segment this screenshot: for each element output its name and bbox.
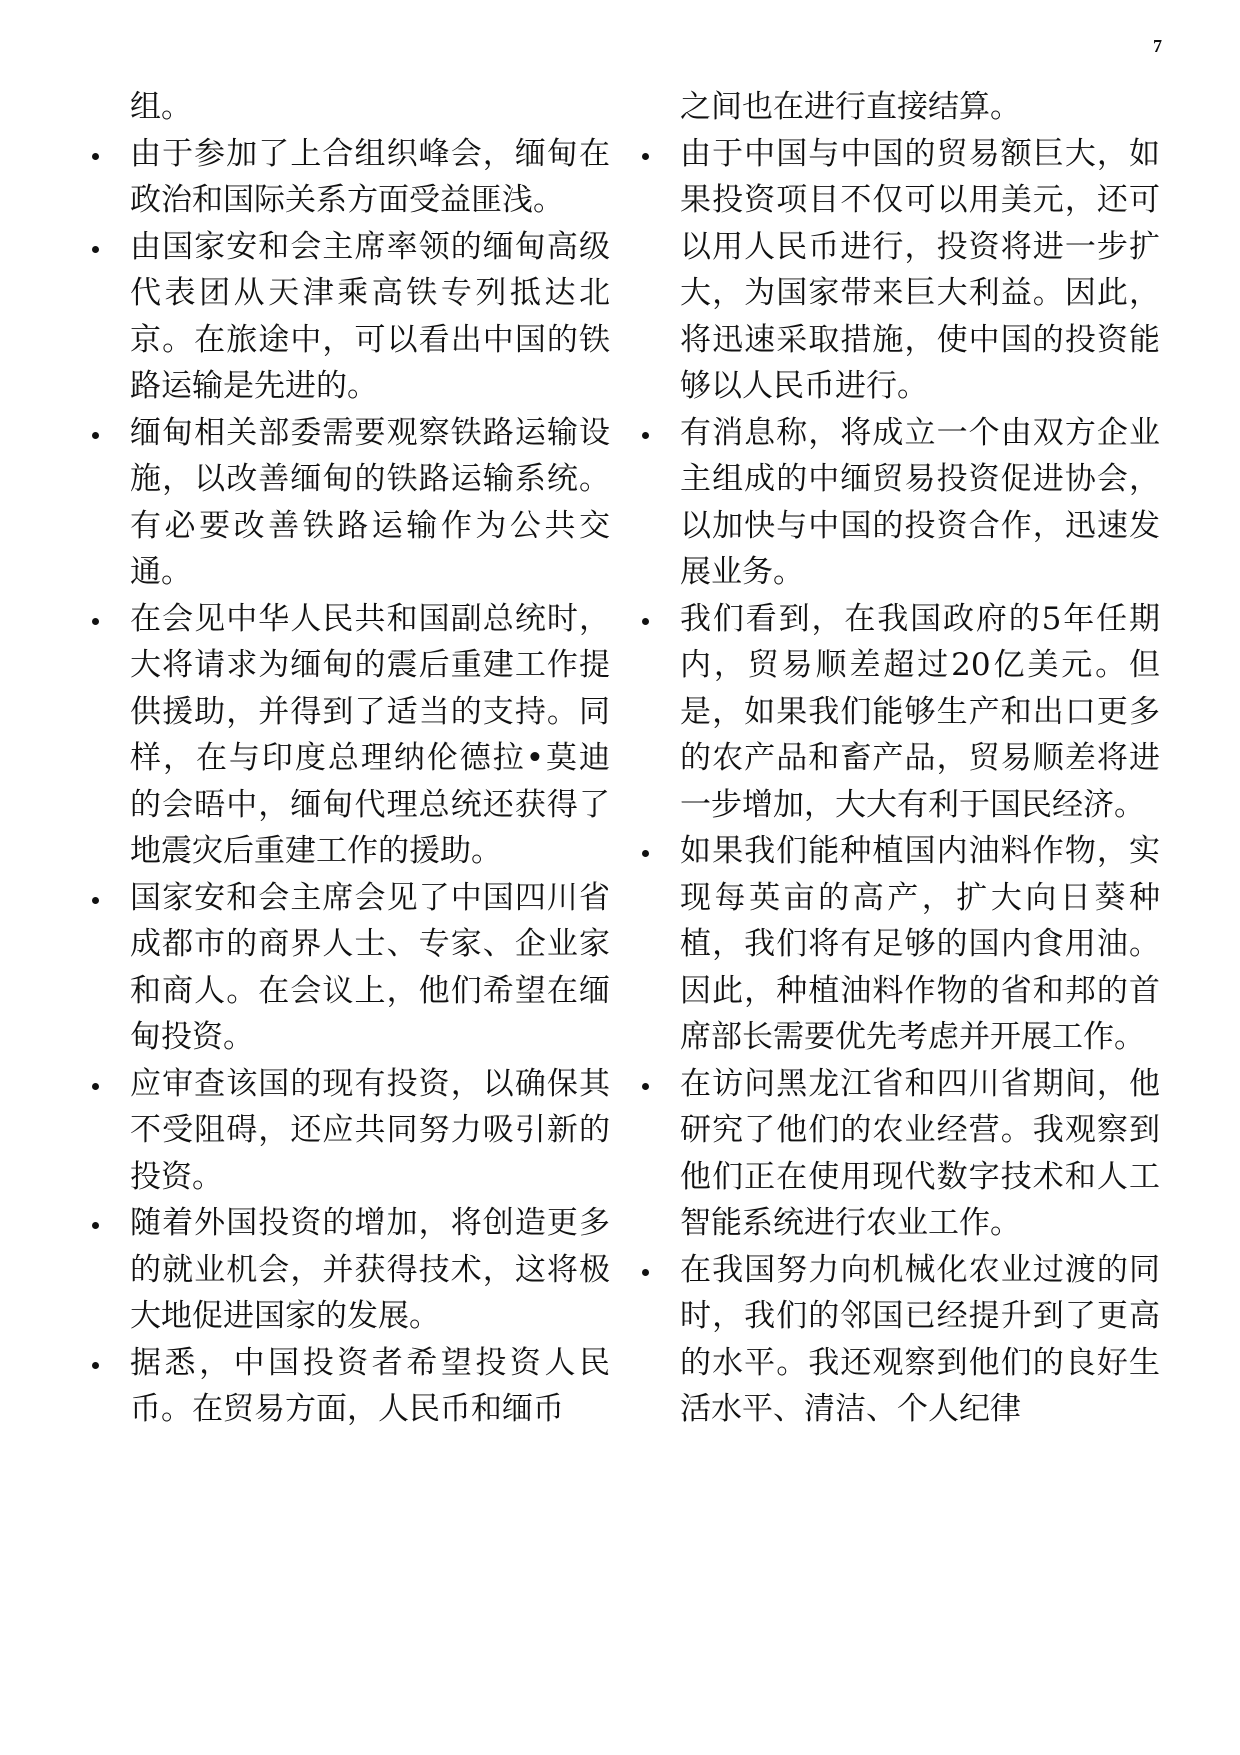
continuation-text: 之间也在进行直接结算。 <box>680 89 1021 125</box>
bullet-item: 在访问黑龙江省和四川省期间，他研究了他们的农业经营。我观察到他们正在使用现代数字技术和人工智能系统进行农业工作。 <box>680 1061 1160 1247</box>
bullet-item: 缅甸相关部委需要观察铁路运输设施，以改善缅甸的铁路运输系统。有必要改善铁路运输作为公共交通。 <box>130 410 610 596</box>
left-column <box>130 84 610 1433</box>
bullet-item: 由于参加了上合组织峰会，缅甸在政治和国际关系方面受益匪浅。 <box>130 131 610 224</box>
bullet-item: 在会见中华人民共和国副总统时，大将请求为缅甸的震后重建工作提供援助，并得到了适当的支持。同样，在与印度总理纳伦德拉•莫迪的会晤中，缅甸代理总统还获得了地震灾后重建工作的援助。 <box>130 596 610 875</box>
bullet-item: 在我国努力向机械化农业过渡的同时，我们的邻国已经提升到了更高的水平。我还观察到他们的良好生活水平、清洁、个人纪律 <box>680 1247 1160 1433</box>
bullet-item: 有消息称，将成立一个由双方企业主组成的中缅贸易投资促进协会，以加快与中国的投资合作，迅速发展业务。 <box>680 410 1160 596</box>
bullet-item: 随着外国投资的增加，将创造更多的就业机会，并获得技术，这将极大地促进国家的发展。 <box>130 1200 610 1340</box>
bullet-item: 据悉，中国投资者希望投资人民币。在贸易方面，人民币和缅币 <box>130 1340 610 1433</box>
bullet-item: 国家安和会主席会见了中国四川省成都市的商界人士、专家、企业家和商人。在会议上，他们希望在缅甸投资。 <box>130 875 610 1061</box>
bullet-item: 我们看到，在我国政府的5年任期内，贸易顺差超过20亿美元。但是，如果我们能够生产和出口更多的农产品和畜产品，贸易顺差将进一步增加，大大有利于国民经济。 <box>680 596 1160 829</box>
right-column <box>680 84 1160 1433</box>
bullet-item: 应审查该国的现有投资，以确保其不受阻碍，还应共同努力吸引新的投资。 <box>130 1061 610 1201</box>
bullet-item: 由国家安和会主席率领的缅甸高级代表团从天津乘高铁专列抵达北京。在旅途中，可以看出中国的铁路运输是先进的。 <box>130 224 610 410</box>
continuation-text: 组。 <box>130 89 192 125</box>
bullet-item: 如果我们能种植国内油料作物，实现每英亩的高产，扩大向日葵种植，我们将有足够的国内食用油。因此，种植油料作物的省和邦的首席部长需要优先考虑并开展工作。 <box>680 828 1160 1061</box>
bullet-item: 由于中国与中国的贸易额巨大，如果投资项目不仅可以用美元，还可以用人民币进行，投资将进一步扩大，为国家带来巨大利益。因此，将迅速采取措施，使中国的投资能够以人民币进行。 <box>680 131 1160 410</box>
page-number: 7 <box>1153 36 1162 56</box>
